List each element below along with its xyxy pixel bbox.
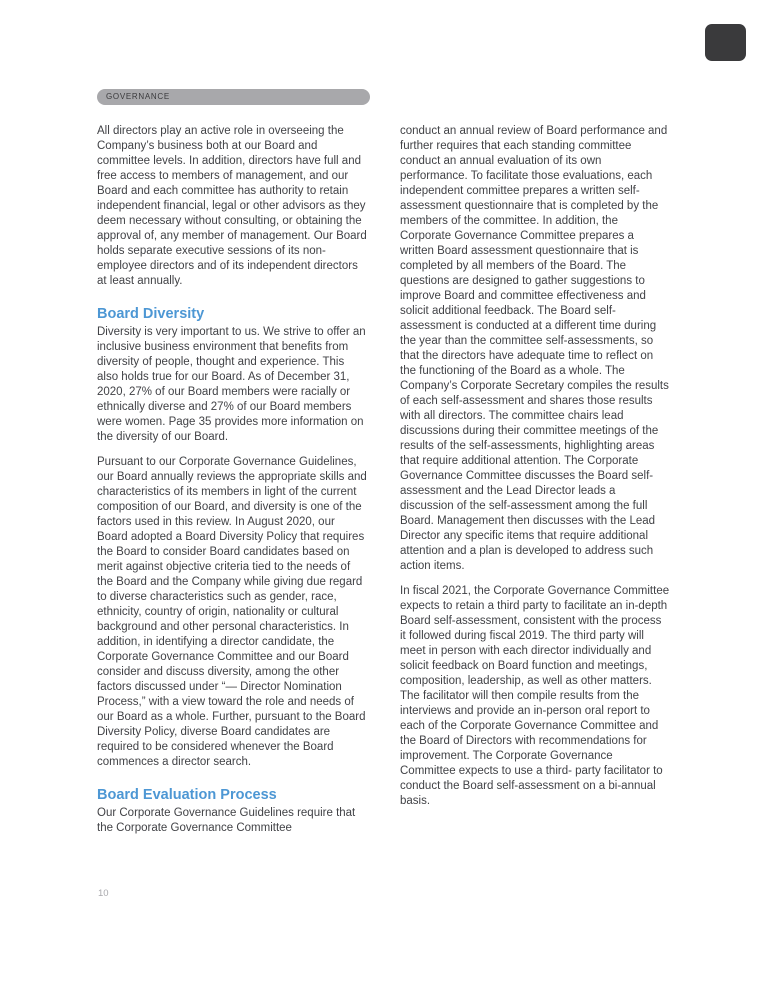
right-column	[400, 124, 670, 836]
board-diversity-paragraph-1: Diversity is very important to us. We strive to offer an inclusive business environment that benefits from diversity of people, thought and experience. This also holds true for our Board. As of December 31, 2020, 27% of our Board members were racially or ethnically diverse and 27% of our Board members were women. Page 35 provides more information on the diversity of our Board.	[97, 326, 366, 443]
right-column-paragraph-1: conduct an annual review of Board performance and further requires that each standing committee conduct an annual evaluation of its own performance. To facilitate those evaluations, each independent committee prepares a written self-assessment questionnaire that is completed by the members of the committee. In addition, the Corporate Governance Committee prepares a written Board assessment questionnaire that is completed by all members of the Board. The questions are designed to gather suggestions to improve Board and committee effectiveness and solicit additional feedback. The Board self-assessment is conducted at a different time during the year than the committee self-assessments, so that the directors have adequate time to reflect on the functioning of the Board as a whole. The Company’s Corporate Secretary compiles the results of each self-assessment and shares those results with all directors. The committee chairs lead discussions during their committee meetings of the results of the self-assessments, highlighting areas that require additional attention. The Corporate Governance Committee discusses the Board self-assessment and the Lead Director leads a discussion of the self-assessment among the full Board. Management then discusses with the Lead Director any specific items that require additional attention and a plan is developed to address such action items.	[400, 125, 669, 572]
right-column-paragraph-2: In fiscal 2021, the Corporate Governance Committee expects to retain a third party to facilitate an in-depth Board self-assessment, consistent with the process it followed during fiscal 2019. The third party will meet in person with each director individually and solicit feedback on Board function and meetings, composition, leadership, as well as other matters. The facilitator will then compile results from the interviews and provide an in-person oral report to each of the Corporate Governance Committee and the Board of Directors with recommendations for improvement. The Corporate Governance Committee expects to use a third- party facilitator to conduct the Board self-assessment on a bi-annual basis.	[400, 585, 670, 807]
heading-board-evaluation-process: Board Evaluation Process	[97, 787, 277, 803]
board-evaluation-paragraph-1: Our Corporate Governance Guidelines require that the Corporate Governance Committee	[97, 807, 356, 834]
left-column	[97, 124, 367, 836]
section-banner	[97, 89, 370, 105]
two-column-layout	[97, 124, 671, 836]
page-corner-tab	[705, 24, 746, 61]
heading-board-diversity: Board Diversity	[97, 306, 205, 322]
intro-paragraph: All directors play an active role in overseeing the Company’s business both at our Board and committee levels. In addition, directors have full and free access to members of management, and our Board and each committee has authority to retain independent financial, legal or other advisors as they deem necessary without consulting, or obtaining the approval of, any member of management. Our Board holds separate executive sessions of its non-employee directors and of its independent directors at least annually.	[97, 125, 367, 287]
section-label: GOVERNANCE	[106, 92, 170, 101]
page-number: 10	[98, 888, 109, 899]
board-diversity-paragraph-2: Pursuant to our Corporate Governance Guidelines, our Board annually reviews the appropriate skills and characteristics of its members in light of the current composition of our Board, and diversity is one of the factors used in this review. In August 2020, our Board adopted a Board Diversity Policy that requires the Board to consider Board candidates based on merit against objective criteria tied to the needs of the Board and the Company while giving due regard to diverse characteristics such as gender, race, ethnicity, country of origin, nationality or cultural background and other personal characteristics. In addition, in identifying a director candidate, the Corporate Governance Committee and our Board consider and discuss diversity, among the other factors discussed under “— Director Nomination Process,” with a view toward the role and needs of our Board as a whole. Further, pursuant to the Board Diversity Policy, diverse Board candidates are required to be considered whenever the Board commences a director search.	[97, 456, 367, 768]
